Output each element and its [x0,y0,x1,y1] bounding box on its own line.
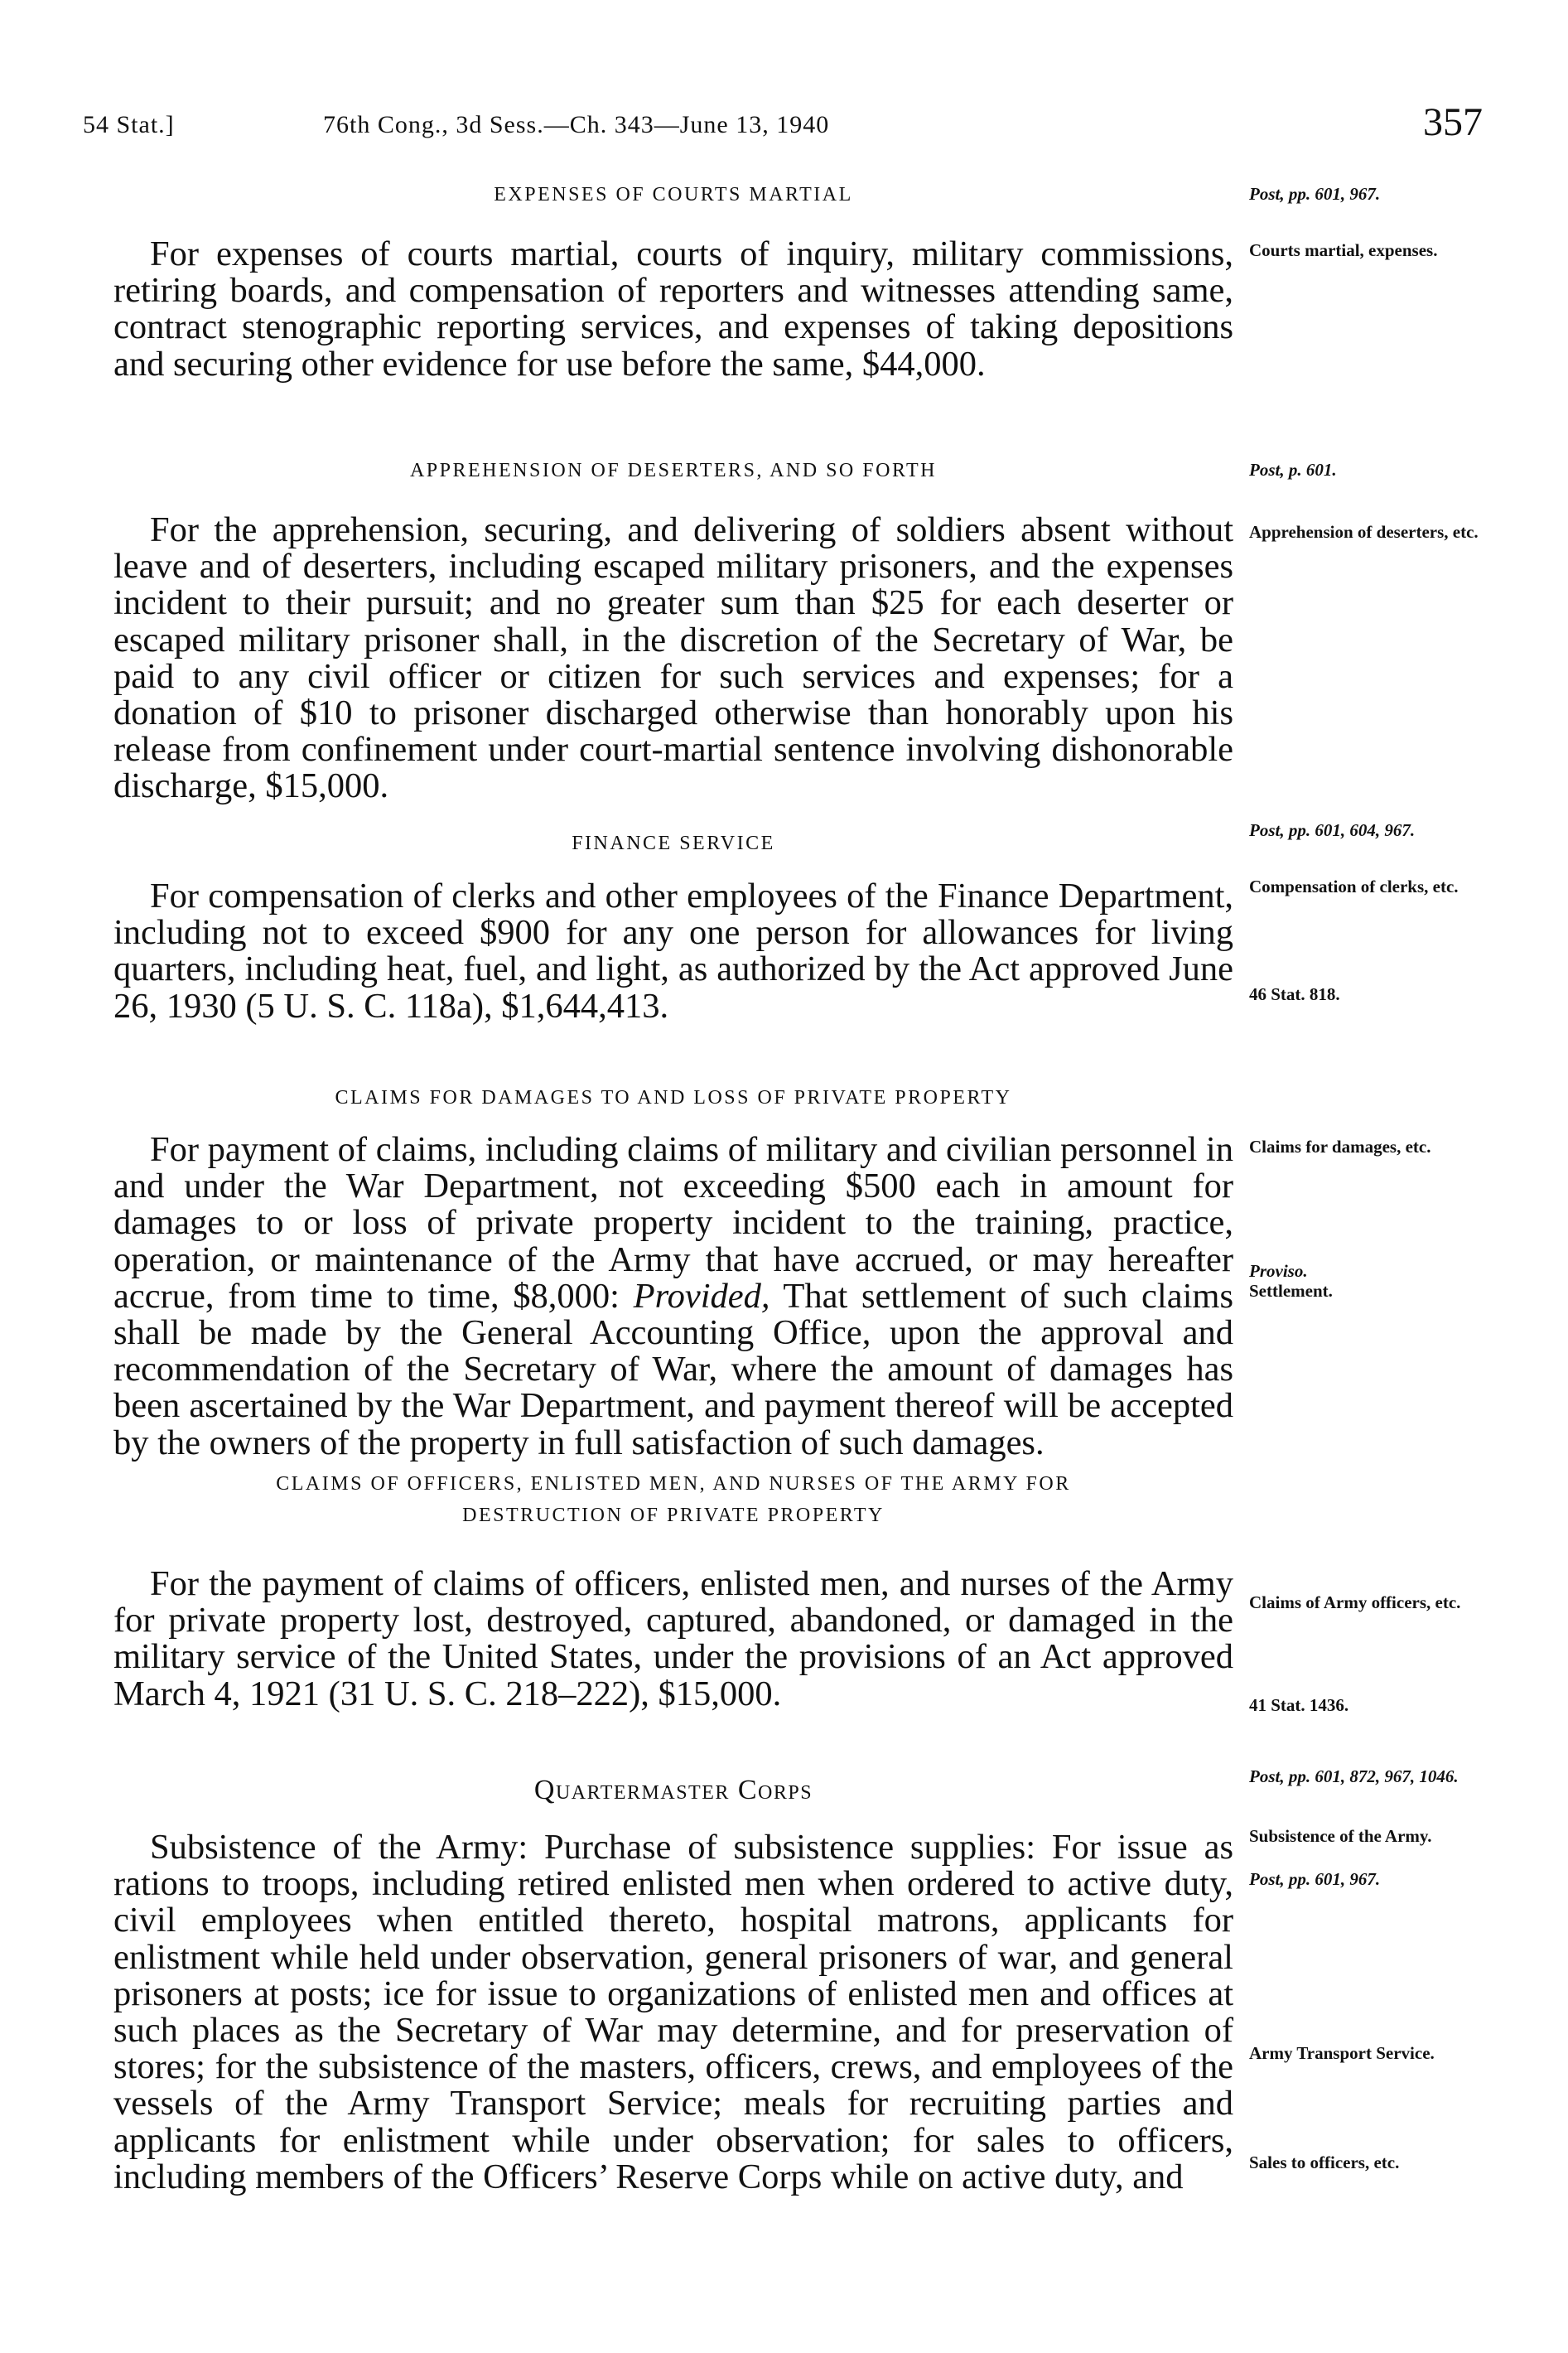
margin-note [1249,820,1489,840]
paragraph-quartermaster: Subsistence of the Army: Purchase of subsistence supplies: For issue as rations to troops, including retired enlisted men when ordered to active duty, civil employees when entitled thereto, hospital matrons, applicants for enlistment while held under observation, general prisoners of war, and general prisoners at posts; ice for issue to organizations of enlisted men and offices at such places as the Secretary of War may determine, and for preservation of stores; for the subsistence of the masters, officers, crews, and employees of the vessels of the Army Transport Service; meals for recruiting parties and applicants for enlistment while under observation; for sales to officers, including members of the Officers’ Reserve Corps while on active duty, and [113,1828,1233,2196]
margin-note: Claims for damages, etc. [1249,1137,1431,1157]
paragraph-claims-officers: For the payment of claims of officers, enlisted men, and nurses of the Army for private property lost, destroyed, captured, abandoned, or damaged in the military service of the United States, under the provisions of an Act approved March 4, 1921 (31 U. S. C. 218–222), $15,000. [113,1564,1233,1713]
margin-note-text: Post, pp. 601, 604, 967. [1249,820,1416,840]
margin-note: Apprehension of deserters, etc. [1249,522,1479,542]
margin-note-text: Post, pp. 601, 872, 967, 1046. [1249,1766,1459,1786]
margin-note [1249,1766,1489,1786]
margin-note-text: Post, p. 601. [1249,460,1337,480]
section-heading-deserters: APPREHENSION OF DESERTERS, AND SO FORTH [409,460,938,481]
statute-reference: 54 Stat.] [83,111,175,138]
congress-session-line: 76th Cong., 3d Sess.—Ch. 343—June 13, 1940 [323,111,830,138]
margin-note: 46 Stat. 818. [1249,984,1340,1004]
margin-note [1249,1869,1489,1889]
margin-note: Claims of Army officers, etc. [1249,1592,1461,1612]
section-heading-finance: FINANCE SERVICE [572,833,775,854]
section-heading-courts-martial: EXPENSES OF COURTS MARTIAL [494,184,853,205]
margin-note: Settlement. [1249,1281,1333,1301]
section-heading-claims-officers [113,1468,1233,1531]
heading-line: CLAIMS OF OFFICERS, ENLISTED MEN, AND NURSES OF THE ARMY FOR [276,1473,1071,1495]
margin-note [1249,460,1489,480]
margin-note-text: Proviso. [1249,1261,1308,1281]
margin-note: Army Transport Service. [1249,2043,1435,2063]
margin-note: 41 Stat. 1436. [1249,1695,1349,1715]
margin-note [1249,1261,1489,1281]
margin-note: Subsistence of the Army. [1249,1826,1432,1846]
margin-note: Sales to officers, etc. [1249,2152,1400,2172]
section-heading-quartermaster: Quartermaster Corps [533,1775,813,1805]
claims-text-after-proviso: That settlement of such claims shall be made by the General Accounting Office, upon the approval and recommendation of the Secretary of War, where the amount of damages has been ascertained by the War Department, and payment thereof will be accepted by the owners of the property in full satisfaction of such damages. [113,1276,1233,1462]
margin-note-text: Post, pp. 601, 967. [1249,1869,1381,1889]
paragraph-claims-damages [113,1132,1233,1462]
claims-text-before-proviso: For payment of claims, including claims of military and civilian personnel in and under the War Department, not exceeding $500 each in amount for damages to or loss of private property incident to the training, practice, operation, or maintenance of the Army that have accrued, or may hereafter accrue, from time to time, $8,000: [113,1130,1233,1316]
running-header [83,99,1483,149]
section-heading-claims-damages: CLAIMS FOR DAMAGES TO AND LOSS OF PRIVATE PROPERTY [335,1087,1012,1109]
paragraph-deserters: For the apprehension, securing, and delivering of soldiers absent without leave and of deserters, including escaped military prisoners, and the expenses incident to their pursuit; and no greater sum than $25 for each deserter or escaped military prisoner shall, in the discretion of the Secretary of War, be paid to any civil officer or citizen for such services and expenses; for a donation of $10 to prisoner discharged otherwise than honorably upon his release from confinement under court-martial sentence involving dishonorable discharge, $15,000. [113,510,1233,806]
margin-note: Compensation of clerks, etc. [1249,877,1459,896]
heading-line: DESTRUCTION OF PRIVATE PROPERTY [462,1505,885,1526]
page-number: 357 [1423,100,1483,144]
paragraph-courts-martial: For expenses of courts martial, courts of inquiry, military commissions, retiring boards, and compensation of reporters and witnesses attending same, contract stenographic reporting services, and expenses of taking depositions and securing other evidence for use before the same, $44,000. [113,234,1233,384]
proviso-word: Provided, [633,1276,770,1316]
margin-note-text: Post, pp. 601, 967. [1249,184,1381,204]
paragraph-finance: For compensation of clerks and other employees of the Finance Department, including not to exceed $900 for any one person for allowances for living quarters, including heat, fuel, and light, as authorized by the Act approved June 26, 1930 (5 U. S. C. 118a), $1,644,413. [113,877,1233,1026]
margin-note: Courts martial, expenses. [1249,240,1438,260]
margin-note [1249,184,1489,204]
